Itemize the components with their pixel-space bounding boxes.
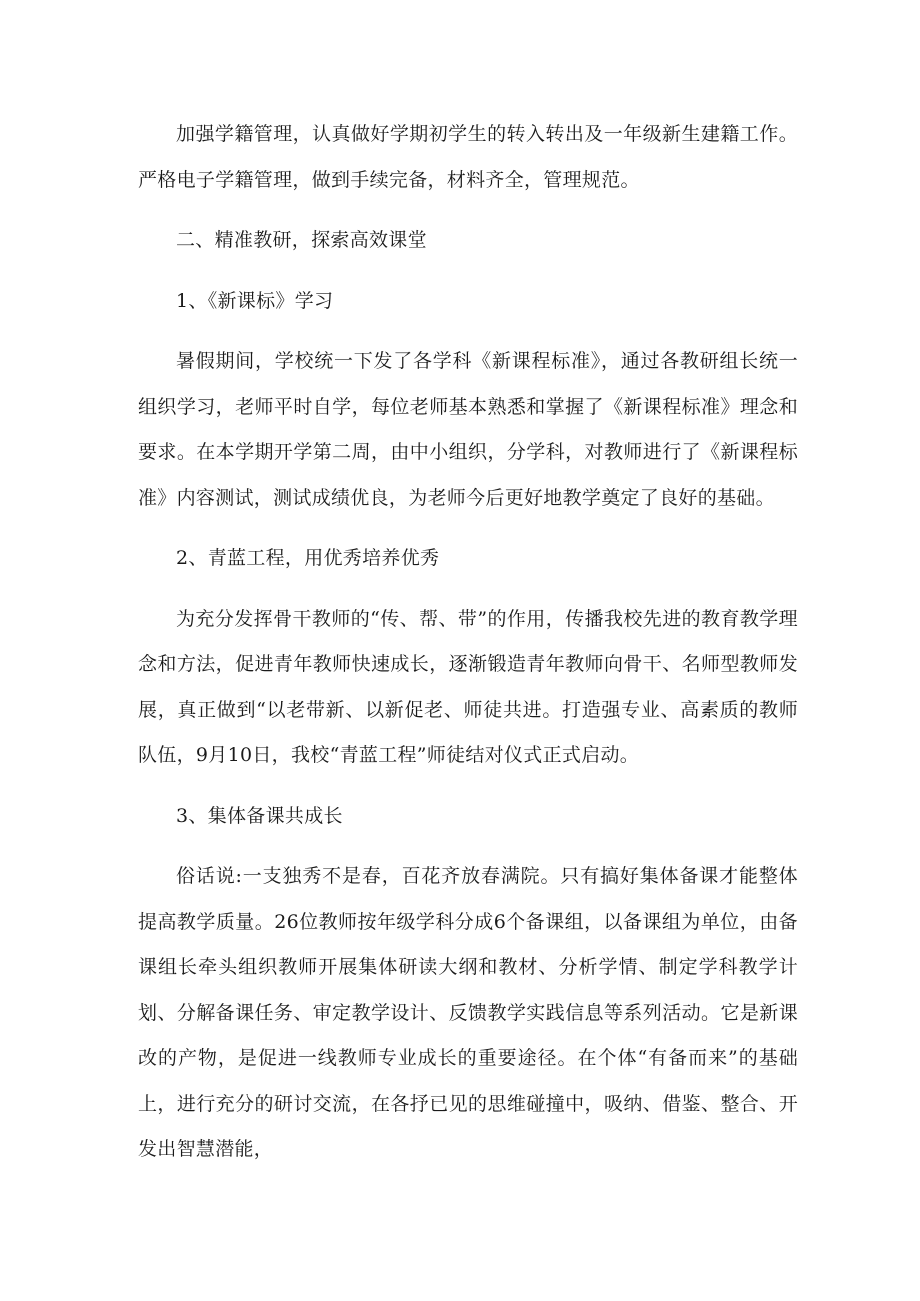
subheading-collective-lesson-prep: 3、集体备课共成长 — [176, 804, 343, 827]
paragraph-collective-prep: 俗话说:一支独秀不是春，百花齐放春满院。只有搞好集体备课才能整体提高教学质量。26位教师按年级学科分成6个备课组，以备课组为单位，由备课组长牵头组织教师开展集体研读大纲和教材、分析学情、制定学科教学计划、分解备课任务、审定教学设计、反馈教学实践信息等系列活动。它是新课改的产物，是促进一线教师专业成长的重要途径。在个体“有备而来”的基础上，进行充分的研讨交流，在各抒已见的思维碰撞中，吸纳、借鉴、整合、开发出智慧潜能， — [138, 865, 798, 1160]
section-heading-teaching-research: 二、精准教研，探索高效课堂 — [176, 229, 427, 251]
paragraph-curriculum-study: 暑假期间，学校统一下发了各学科《新课程标准》，通过各教研组长统一组织学习，老师平时自学，每位老师基本熟悉和掌握了《新课程标准》理念和要求。在本学期开学第二周，由中小组织，分学科，对教师进行了《新课程标准》内容测试，测试成绩优良，为老师今后更好地教学奠定了良好的基础。 — [138, 350, 798, 509]
paragraph-student-records: 加强学籍管理，认真做好学期初学生的转入转出及一年级新生建籍工作。严格电子学籍管理，做到手续完备，材料齐全，管理规范。 — [138, 123, 798, 191]
paragraph-mentoring: 为充分发挥骨干教师的“传、帮、带”的作用，传播我校先进的教育教学理念和方法，促进青年教师快速成长，逐渐锻造青年教师向骨干、名师型教师发展，真正做到“以老带新、以新促老、师徒共进。打造强专业、高素质的教师队伍，9月10日，我校“青蓝工程”师徒结对仪式正式启动。 — [138, 607, 798, 766]
subheading-qinglan-project: 2、青蓝工程，用优秀培养优秀 — [176, 547, 440, 569]
document-body — [138, 112, 798, 1188]
subheading-new-curriculum: 1、《新课标》学习 — [176, 289, 334, 312]
